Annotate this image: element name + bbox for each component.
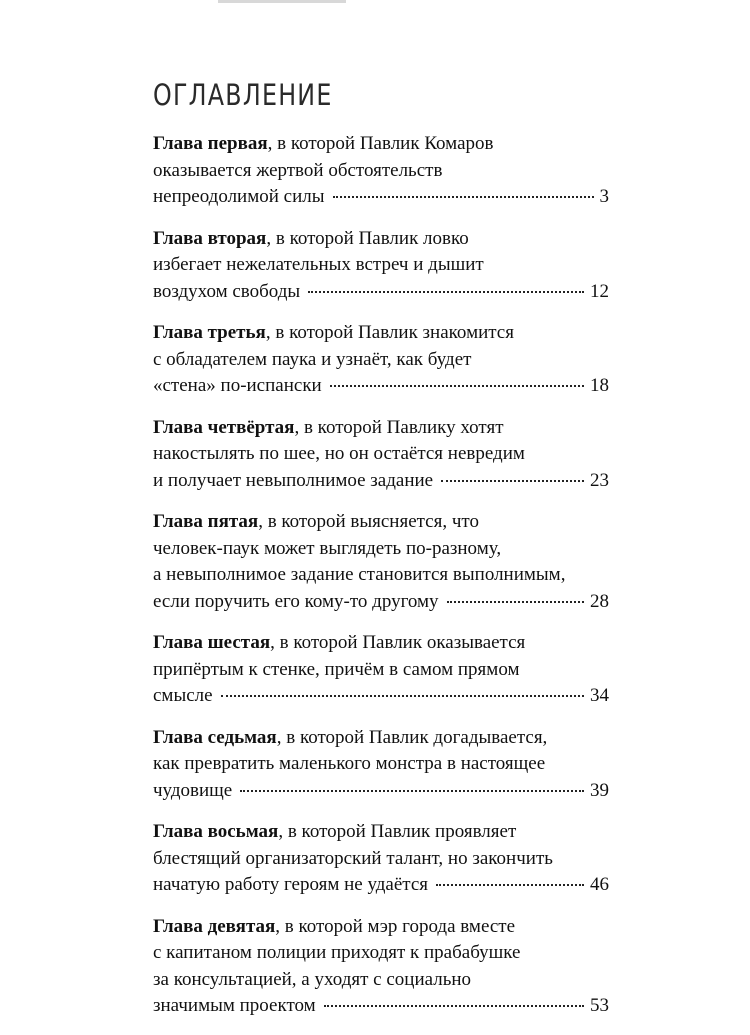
toc-entry-line	[153, 993, 609, 1020]
page-number: 39	[590, 779, 609, 801]
toc-entry-line	[153, 751, 609, 778]
chapter-description: начатую работу героям не удаётся	[153, 874, 429, 895]
page-number: 18	[590, 375, 609, 396]
chapter-name: Глава вторая	[153, 227, 267, 249]
chapter-name: Глава первая	[153, 133, 268, 154]
chapter-description: за консультацией, а уходят с социально	[153, 968, 472, 990]
chapter-description: , в которой Павлик догадывается,	[276, 726, 548, 748]
chapter-description: накостылять по шее, но он остаётся невредим	[153, 443, 525, 464]
chapter-description: непреодолимой силы	[153, 186, 325, 207]
chapter-name: Глава девятая	[153, 915, 276, 937]
toc-entry-line	[153, 562, 609, 589]
chapter-name: Глава шестая	[153, 632, 271, 653]
chapter-description: а невыполнимое задание становится выполнимым,	[153, 564, 566, 585]
toc-entry-line	[153, 226, 609, 253]
toc-entry-line	[153, 279, 609, 306]
toc-entry-line	[153, 967, 609, 994]
toc-entry-line	[153, 441, 609, 468]
chapter-description: блестящий организаторский талант, но закончить	[153, 847, 553, 869]
dot-leader	[441, 479, 584, 482]
toc-entry-line	[153, 415, 609, 442]
toc-entry-line	[153, 914, 609, 941]
chapter-description: значимым проектом	[153, 995, 316, 1016]
toc-entry-line	[153, 819, 609, 846]
chapter-description: и получает невыполнимое задание	[153, 469, 434, 491]
toc-entry-line	[153, 373, 609, 400]
page-number: 12	[590, 280, 609, 302]
dot-leader	[447, 600, 584, 603]
dot-leader	[330, 384, 584, 387]
table-of-contents	[153, 131, 609, 1035]
dot-leader	[333, 195, 594, 198]
toc-entry-line	[153, 846, 609, 873]
page-number: 46	[590, 874, 609, 895]
dot-leader	[436, 883, 584, 886]
dot-leader	[240, 789, 584, 792]
chapter-name: Глава пятая	[153, 511, 259, 532]
page-number: 3	[599, 186, 609, 207]
toc-entry[interactable]	[153, 320, 609, 400]
toc-entry[interactable]	[153, 415, 609, 495]
chapter-description: «стена» по-испански	[153, 375, 322, 396]
chapter-description: , в которой Павлик оказывается	[270, 632, 526, 653]
chapter-description: , в которой Павлик проявляет	[278, 821, 517, 842]
toc-entry-line	[153, 872, 609, 899]
dot-leader	[324, 1004, 584, 1007]
chapter-description: , в которой мэр города вместе	[275, 915, 516, 937]
chapter-name: Глава седьмая	[153, 726, 277, 748]
toc-entry-line	[153, 725, 609, 752]
dot-leader	[221, 694, 584, 697]
toc-entry[interactable]	[153, 226, 609, 306]
toc-entry[interactable]	[153, 725, 609, 805]
chapter-description: с обладателем паука и узнаёт, как будет	[153, 348, 472, 370]
toc-entry-line	[153, 778, 609, 805]
chapter-description: воздухом свободы	[153, 280, 301, 302]
toc-entry-line	[153, 657, 609, 684]
page-number: 53	[590, 995, 609, 1016]
chapter-name: Глава третья	[153, 322, 266, 343]
toc-entry-line	[153, 184, 609, 211]
chapter-description: , в которой Павлик ловко	[266, 227, 469, 249]
toc-entry[interactable]	[153, 630, 609, 710]
toc-entry[interactable]	[153, 914, 609, 1020]
toc-entry-line	[153, 509, 609, 536]
toc-entry[interactable]	[153, 509, 609, 615]
chapter-name: Глава четвёртая	[153, 416, 295, 438]
toc-entry-line	[153, 347, 609, 374]
chapter-description: как превратить маленького монстра в настоящее	[153, 753, 546, 774]
toc-entry-line	[153, 940, 609, 967]
chapter-description: припёртым к стенке, причём в самом прямом	[153, 658, 520, 680]
chapter-description: , в которой выясняется, что	[258, 511, 479, 532]
chapter-description: смысле	[153, 685, 213, 706]
toc-entry-line	[153, 683, 609, 710]
page-number: 28	[590, 590, 609, 612]
toc-entry-line	[153, 536, 609, 563]
chapter-description: с капитаном полиции приходят к прабабушке	[153, 942, 521, 963]
toc-entry-line	[153, 158, 609, 185]
chapter-description: чудовище	[153, 779, 233, 801]
page-number: 23	[590, 469, 609, 491]
chapter-description: избегает нежелательных встреч и дышит	[153, 254, 484, 275]
scan-edge-mark	[218, 0, 346, 3]
chapter-description: , в которой Павлик знакомится	[265, 322, 514, 343]
chapter-description: , в которой Павлику хотят	[294, 416, 504, 438]
page-title: ОГЛАВЛЕНИЕ	[153, 78, 333, 112]
chapter-description: если поручить его кому-то другому	[153, 590, 439, 612]
dot-leader	[308, 290, 584, 293]
toc-entry[interactable]	[153, 131, 609, 211]
toc-entry-line	[153, 320, 609, 347]
chapter-description: человек-паук может выглядеть по-разному,	[153, 537, 502, 559]
toc-entry-line	[153, 589, 609, 616]
page-number: 34	[590, 685, 609, 706]
chapter-description: , в которой Павлик Комаров	[267, 133, 494, 154]
toc-entry-line	[153, 131, 609, 158]
toc-entry-line	[153, 252, 609, 279]
toc-entry-line	[153, 468, 609, 495]
toc-entry[interactable]	[153, 819, 609, 899]
chapter-name: Глава восьмая	[153, 821, 279, 842]
toc-entry-line	[153, 630, 609, 657]
chapter-description: оказывается жертвой обстоятельств	[153, 159, 443, 181]
